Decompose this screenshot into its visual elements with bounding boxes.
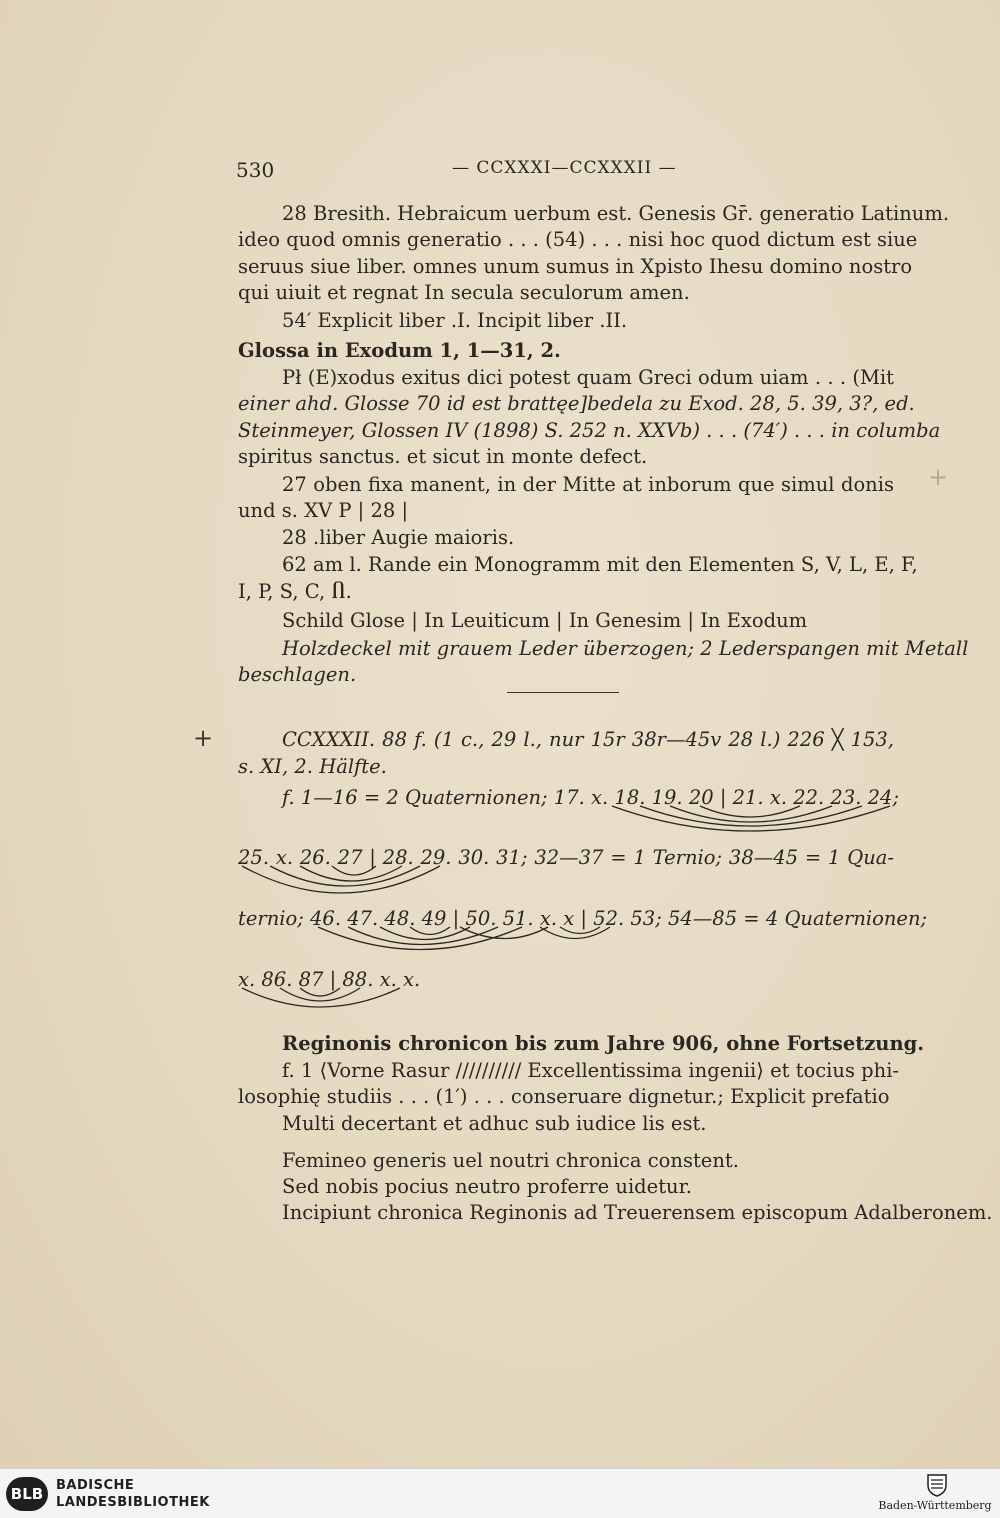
section-heading: Glossa in Exodum 1, 1—31, 2.	[238, 339, 561, 362]
text-line: beschlagen.	[238, 663, 357, 686]
coat-of-arms-icon	[924, 1472, 950, 1498]
library-name-line1: BADISCHE	[56, 1478, 135, 1493]
verse-line: Multi decertant et adhuc sub iudice lis est.	[282, 1112, 707, 1135]
collation-line: x. 86. 87 | 88. x. x.	[238, 968, 421, 991]
text-line: seruus siue liber. omnes unum sumus in Xpisto Ihesu domino nostro	[238, 255, 913, 278]
text-line: f. 1 ⟨Vorne Rasur ////////// Excellentissima ingenii⟩ et tocius phi-	[282, 1059, 900, 1082]
state-name: Baden-Württemberg	[878, 1499, 992, 1512]
text-line: 28 Bresith. Hebraicum uerbum est. Genesis Gr̄. generatio Latinum.	[282, 202, 950, 225]
text-line: 54′ Explicit liber .I. Incipit liber .II.	[282, 309, 628, 332]
collation-line: f. 1—16 = 2 Quaternionen; 17. x. 18. 19. 20 | 21. x. 22. 23. 24;	[282, 786, 900, 809]
page-number: 530	[236, 158, 275, 182]
text-line: Incipiunt chronica Reginonis ad Treuerensem episcopum Adalberonem.	[282, 1201, 993, 1224]
margin-mark-right: +	[928, 463, 949, 491]
viewer-footer	[0, 1468, 1000, 1518]
collation-line: ternio; 46. 47. 48. 49 | 50. 51. x. x | 52. 53; 54—85 = 4 Quaternionen;	[238, 907, 928, 930]
manuscript-heading: CCXXXII. 88 f. (1 c., 29 l., nur 15r 38r—45v 28 l.) 226 ╳ 153,	[282, 728, 894, 751]
library-name[interactable]	[56, 1477, 236, 1511]
text-line: losophię studiis . . . (1′) . . . conseruare dignetur.; Explicit prefatio	[238, 1085, 890, 1108]
section-heading: Reginonis chronicon bis zum Jahre 906, ohne Fortsetzung.	[282, 1032, 925, 1055]
section-divider	[507, 692, 619, 693]
text-line: I, P, S, C, Ⴖ.	[238, 580, 352, 603]
text-line: 28 .liber Augie maioris.	[282, 526, 515, 549]
verse-line: Sed nobis pocius neutro proferre uidetur.	[282, 1175, 692, 1198]
running-title: — CCXXXI—CCXXXII —	[452, 158, 677, 178]
text-line: Pł (E)xodus exitus dici potest quam Greci odum uiam . . . (Mit	[282, 366, 894, 389]
text-line: s. XI, 2. Hälfte.	[238, 755, 387, 778]
text-line: einer ahd. Glosse 70 id est brattęe]bedela zu Exod. 28, 5. 39, 3?, ed.	[238, 392, 915, 415]
text-line: Holzdeckel mit grauem Leder überzogen; 2 Lederspangen mit Metall	[282, 637, 969, 660]
text-line: Schild Glose | In Leuiticum | In Genesim | In Exodum	[282, 609, 808, 632]
collation-line: 25. x. 26. 27 | 28. 29. 30. 31; 32—37 = 1 Ternio; 38—45 = 1 Qua-	[238, 846, 894, 869]
text-line: und s. XV P | 28 |	[238, 499, 409, 522]
text-line: 62 am l. Rande ein Monogramm mit den Elementen S, V, L, E, F,	[282, 553, 918, 576]
library-name-line2: LANDESBIBLIOTHEK	[56, 1495, 210, 1510]
text-line: Steinmeyer, Glossen IV (1898) S. 252 n. XXVb) . . . (74′) . . . in columba	[238, 419, 941, 442]
text-line: spiritus sanctus. et sicut in monte defect.	[238, 445, 648, 468]
verse-line: Femineo generis uel noutri chronica constent.	[282, 1149, 739, 1172]
text-line: ideo quod omnis generatio . . . (54) . . . nisi hoc quod dictum est siue	[238, 228, 918, 251]
text-line: 27 oben fixa manent, in der Mitte at inborum que simul donis	[282, 473, 894, 496]
margin-mark-left: +	[193, 724, 214, 752]
text-line: qui uiuit et regnat In secula seculorum amen.	[238, 281, 690, 304]
blb-logo[interactable]: BLB	[6, 1477, 48, 1511]
